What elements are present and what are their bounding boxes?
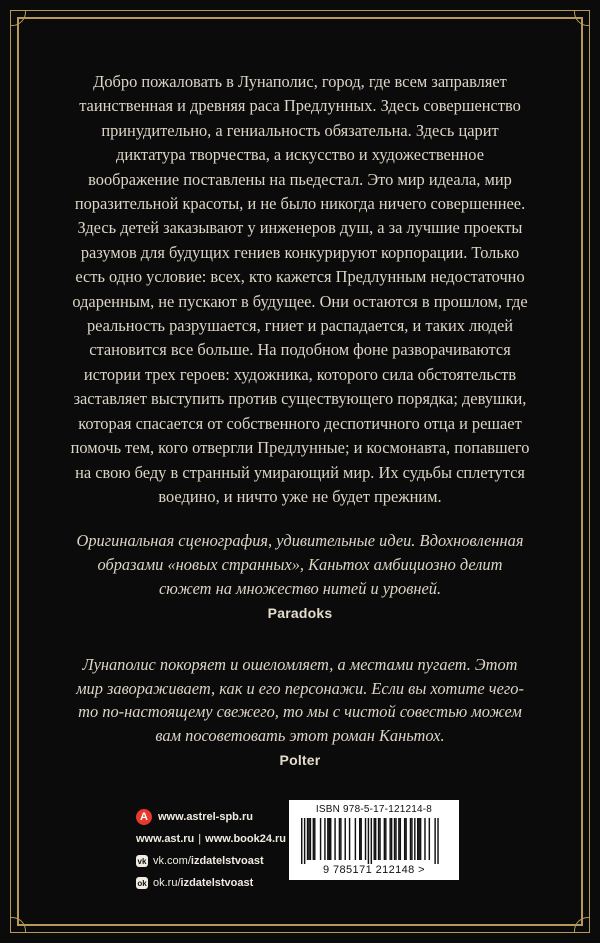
barcode-bar — [329, 818, 330, 860]
barcode-bar — [379, 818, 380, 860]
barcode-bar — [378, 818, 379, 860]
barcode-bar — [374, 818, 375, 860]
barcode-bar — [324, 818, 325, 860]
barcode-bar — [424, 818, 425, 860]
review-quote: Оригинальная сценография, удивительные идеи. Вдохновленная образами «новых странных», Каньтох амбициозно делит сюжет на множество нитей и уровней. — [76, 531, 524, 598]
ok-row — [136, 872, 286, 894]
barcode-panel — [289, 800, 459, 880]
barcode-bar — [371, 818, 372, 864]
barcode-digits: 9 785171 212148 > — [323, 864, 425, 876]
barcode-bar — [340, 818, 341, 860]
barcode-bar — [410, 818, 411, 860]
barcode-bar — [334, 818, 335, 860]
barcode-bar — [404, 818, 405, 860]
barcode-bar — [310, 818, 311, 860]
barcode-bars — [301, 818, 447, 864]
barcode-bar — [400, 818, 401, 860]
barcode-bar — [355, 818, 356, 860]
barcode-bar — [307, 818, 308, 860]
ok-link-prefix[interactable]: ok.ru/ — [153, 877, 181, 889]
barcode-bar — [360, 818, 361, 860]
barcode-bar — [304, 818, 305, 864]
review-source: Paradoks — [267, 604, 333, 621]
publisher-site-row — [136, 806, 286, 828]
barcode-bar — [405, 818, 406, 860]
barcode-bar — [429, 818, 430, 860]
barcode-bar — [327, 818, 328, 860]
barcode-bar — [365, 818, 366, 860]
barcode-bar — [314, 818, 315, 860]
barcode-bar — [420, 818, 421, 860]
barcode-bar — [418, 818, 419, 860]
barcode-bar — [359, 818, 360, 860]
barcode-bar — [313, 818, 314, 860]
barcode-bar — [375, 818, 376, 860]
barcode-bar — [434, 818, 435, 864]
barcode-bar — [339, 818, 340, 860]
barcode-bar — [394, 818, 395, 860]
barcode-bar — [301, 818, 302, 864]
vk-link-handle[interactable]: izdatelstvoast — [190, 855, 264, 867]
barcode-bar — [345, 818, 346, 860]
isbn-label: ISBN 978-5-17-121214-8 — [315, 804, 433, 815]
barcode-bar — [417, 818, 418, 860]
review-block — [70, 529, 530, 620]
book24-site-link[interactable]: www.book24.ru — [205, 833, 287, 845]
barcode-bar — [368, 818, 369, 864]
barcode-bar — [395, 818, 396, 860]
publisher-site-link[interactable]: www.astrel-spb.ru — [158, 811, 253, 823]
book-description: Добро пожаловать в Лунаполис, город, где всем заправляет таинственная и древняя раса Предлунных. Здесь совершенство принудительно, а гениальность обязательна. Здесь царит диктатура творчества, а искусство и художественное воображение поставлены на пьедестал. Это мир идеала, мир поразительной красоты, и не было никогда ничего совершеннее. Здесь детей заказывают у инженеров душ, а за лучшие проекты разумов для будущих гениев конкурируют корпорации. Только есть одно условие: всех, кто кажется Предлунным недостаточно одаренным, не пускают в будущее. Они остаются в прошлом, где реальность разрушается, гниет и распадается, и таких людей становится все больше. На подобном фоне разворачиваются истории трех героев: художника, которого сила обстоятельств заставляет выступить против существующего порядка; девушки, которая спасается от собственного деспотичного отца и решает помочь тем, кого отвергли Предлунные; и космонавта, попавшего на свою беду в странный умирающий мир. Их судьбы сплетутся воедино, и ничто уже не будет прежним. — [70, 72, 530, 506]
vk-icon: vk — [137, 856, 147, 866]
barcode-bar — [391, 818, 392, 860]
ok-link-handle[interactable]: izdatelstvoast — [180, 877, 254, 889]
vk-row — [136, 850, 286, 872]
barcode-bar — [437, 818, 438, 864]
vk-link-prefix[interactable]: vk.com/ — [153, 855, 191, 867]
publisher-links — [136, 806, 286, 894]
publisher-logo-icon: А — [136, 809, 152, 825]
review-source: Polter — [279, 751, 321, 768]
ok-icon: ok — [137, 878, 147, 888]
barcode-bar — [385, 818, 386, 860]
barcode-bar — [349, 818, 350, 860]
separator: | — [198, 833, 202, 845]
barcode-bar — [330, 818, 331, 860]
barcode-bar — [389, 818, 390, 860]
back-cover-text — [70, 70, 530, 768]
barcode-bar — [398, 818, 399, 860]
review-quote: Лунаполис покоряет и ошеломляет, а местами пугает. Этот мир завораживает, как и его персонажи. Если вы хотите чего-то по-настоящему свежего, то мы с чистой совестью можем вам посоветовать этот роман Каньтох. — [76, 654, 524, 746]
barcode-bar — [320, 818, 321, 860]
ast-site-link[interactable]: www.ast.ru — [136, 833, 195, 845]
sites-row — [136, 828, 286, 850]
barcode-bar — [308, 818, 309, 860]
barcode-bar — [411, 818, 412, 860]
review-block — [70, 653, 530, 768]
barcode-bar — [414, 818, 415, 860]
barcode-bar — [384, 818, 385, 860]
